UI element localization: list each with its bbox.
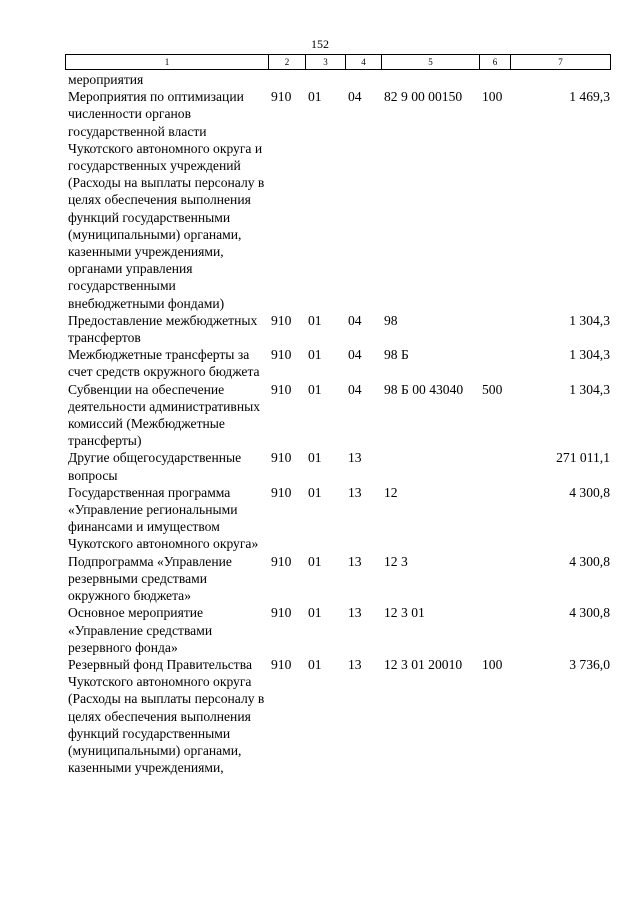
row-target-code: [381, 71, 479, 88]
row-amount: 1 304,3: [569, 312, 610, 328]
row-name: Субвенции на обеспечение деятельности административных комиссий (Межбюджетные трансферты): [68, 381, 261, 449]
row-amount: 271 011,1: [556, 450, 610, 466]
row-subsection-code: 13: [348, 656, 362, 672]
row-name: Основное мероприятие «Управление средствами резервного фонда»: [68, 605, 213, 655]
table-row: [65, 484, 610, 553]
table-row: [65, 604, 610, 656]
budget-table-body: [65, 71, 610, 776]
row-subsection-code: 13: [348, 553, 362, 569]
row-subsection-code: 04: [348, 381, 362, 397]
row-section-code: 01: [308, 312, 322, 328]
row-target-code: 12 3: [384, 553, 408, 569]
row-subsection-code: 13: [348, 450, 362, 466]
row-section-code: 01: [308, 656, 322, 672]
row-expense-type: [479, 604, 510, 656]
column-header-2: 2: [269, 55, 306, 70]
row-subsection-code: 04: [348, 89, 362, 105]
row-ministry-code: 910: [271, 605, 292, 621]
column-header-7: 7: [511, 55, 611, 70]
row-name: Предоставление межбюджетных трансфертов: [68, 312, 258, 346]
row-amount: 1 469,3: [569, 89, 610, 105]
column-header-5: 5: [382, 55, 480, 70]
row-name: Мероприятия по оптимизации численности органов государственной власти Чукотского автономного округа и государственных учреждений (Расходы на выплаты персоналу в целях обеспечения выполнения функций государственными (муниципальными) органами, казенными учреждениями, органами управления государственными внебюджетными фондами): [68, 89, 265, 311]
row-ministry-code: 910: [271, 450, 292, 466]
row-name: Резервный фонд Правительства Чукотского автономного округа (Расходы на выплаты персоналу в целях обеспечения выполнения функций государственными (муниципальными) органами, казенными учреждениями,: [68, 656, 265, 776]
table-row: [65, 312, 610, 346]
row-name: Межбюджетные трансферты за счет средств окружного бюджета: [68, 347, 260, 380]
row-target-code: 82 9 00 00150: [384, 89, 463, 105]
row-subsection-code: 04: [348, 312, 362, 328]
row-expense-type: [479, 346, 510, 380]
row-section-code: 01: [308, 347, 322, 363]
column-header-3: 3: [306, 55, 346, 70]
table-row: [65, 553, 610, 605]
row-expense-type: 100: [482, 656, 503, 672]
row-target-code: 12 3 01 20010: [384, 656, 463, 672]
row-expense-type: [479, 553, 510, 605]
row-target-code: 98 Б 00 43040: [384, 381, 464, 397]
row-ministry-code: 910: [271, 381, 292, 397]
row-target-code: 98: [384, 312, 398, 328]
row-amount: 4 300,8: [569, 605, 610, 621]
row-section-code: 01: [308, 89, 322, 105]
row-subsection-code: [345, 71, 381, 88]
row-amount: 1 304,3: [569, 347, 610, 363]
row-section-code: 01: [308, 484, 322, 500]
row-target-code: 12 3 01: [384, 605, 425, 621]
table-row: [65, 381, 610, 450]
table-row: [65, 346, 610, 380]
row-ministry-code: 910: [271, 89, 292, 105]
row-target-code: 98 Б: [384, 347, 409, 363]
row-target-code: 12: [384, 484, 398, 500]
column-header-row: [66, 55, 611, 70]
row-target-code: [381, 449, 479, 483]
row-expense-type: [479, 71, 510, 88]
table-row: [65, 656, 610, 776]
row-ministry-code: [268, 71, 305, 88]
row-section-code: 01: [308, 605, 322, 621]
row-section-code: 01: [308, 381, 322, 397]
row-subsection-code: 04: [348, 347, 362, 363]
row-expense-type: [479, 312, 510, 346]
row-ministry-code: 910: [271, 347, 292, 363]
row-amount: 1 304,3: [569, 381, 610, 397]
column-header-6: 6: [480, 55, 511, 70]
row-amount: [510, 71, 610, 88]
row-ministry-code: 910: [271, 484, 292, 500]
table-row: [65, 88, 610, 312]
column-header-table: [65, 54, 611, 70]
row-ministry-code: 910: [271, 553, 292, 569]
column-header-1: 1: [66, 55, 269, 70]
page-number: 152: [311, 37, 329, 51]
row-ministry-code: 910: [271, 312, 292, 328]
row-amount: 3 736,0: [569, 656, 610, 672]
row-name: Другие общегосударственные вопросы: [68, 450, 242, 483]
row-subsection-code: 13: [348, 605, 362, 621]
row-section-code: [305, 71, 345, 88]
table-row: [65, 449, 610, 483]
row-section-code: 01: [308, 553, 322, 569]
row-amount: 4 300,8: [569, 553, 610, 569]
row-expense-type: 500: [482, 381, 503, 397]
row-name: мероприятия: [68, 72, 144, 87]
row-section-code: 01: [308, 450, 322, 466]
row-name: Подпрограмма «Управление резервными средствами окружного бюджета»: [68, 553, 232, 604]
row-expense-type: [479, 484, 510, 553]
row-expense-type: 100: [482, 89, 503, 105]
row-ministry-code: 910: [271, 656, 292, 672]
row-amount: 4 300,8: [569, 484, 610, 500]
column-header-4: 4: [346, 55, 382, 70]
row-name: Государственная программа «Управление региональными финансами и имуществом Чукотского автономного округа»: [68, 484, 259, 552]
row-expense-type: [479, 449, 510, 483]
row-subsection-code: 13: [348, 484, 362, 500]
table-row: [65, 71, 610, 88]
